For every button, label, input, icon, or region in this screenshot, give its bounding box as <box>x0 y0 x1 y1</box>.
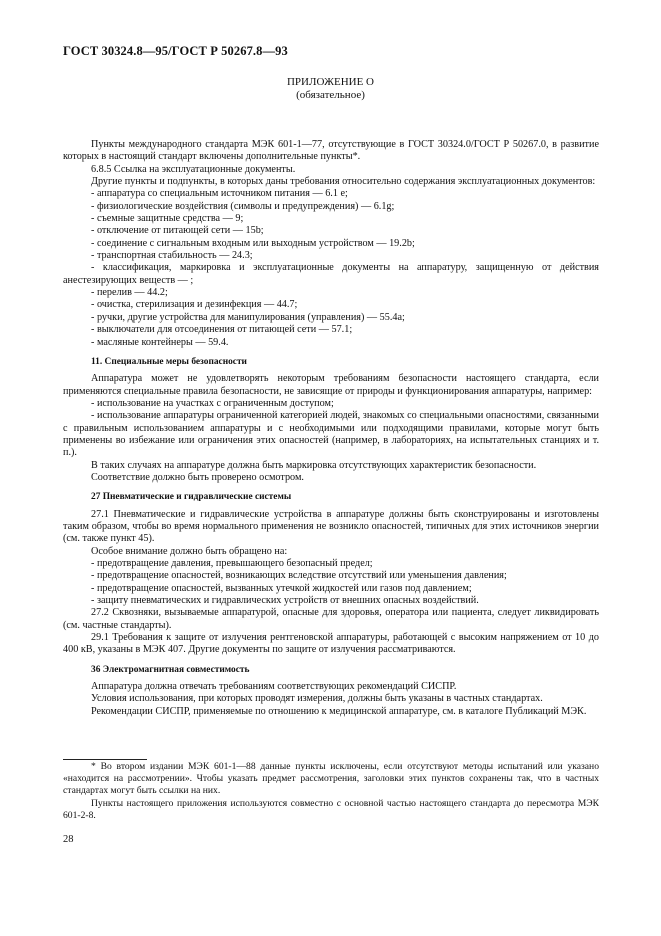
page-number: 28 <box>63 834 74 845</box>
list-item: - выключатели для отсоединения от питающей сети — 57.1; <box>91 324 353 336</box>
list-item: - предотвращение опасностей, вызванных утечкой жидкостей или газов под давлением; <box>91 582 472 594</box>
appendix-heading <box>0 76 661 102</box>
list-item: - ручки, другие устройства для манипулирования (управления) — 55.4а; <box>91 311 405 323</box>
list-item: - транспортная стабильность — 24.3; <box>91 250 253 262</box>
list-item: - очистка, стерилизация и дезинфекция — 44.7; <box>91 299 298 311</box>
list-item: - масляные контейнеры — 59.4. <box>91 336 229 348</box>
section-paragraph: 27.1 Пневматические и гидравлические устройства в аппаратуре должны быть сконструированы и изготовлены таким образом, чтобы во время нормального применения не возникло опасностей, типичных для этих источников энергии (см. также пункт 45). <box>63 508 599 545</box>
intro-paragraph: Другие пункты и подпункты, в которых даны требования относительно содержания эксплуатационных документов: <box>91 176 596 188</box>
list-item: - использование аппаратуры ограниченной категорией людей, знакомых со специальными опасностями, связанными с правильным использованием аппаратуры и с необходимыми или подходящими правилами, которые могут быть применены во избежание или ограничения этих опасностей (например, в лабораториях, на испытательных станциях и т. п.). <box>63 410 599 459</box>
section-paragraph: Соответствие должно быть проверено осмотром. <box>91 471 304 483</box>
page-header: ГОСТ 30324.8—95/ГОСТ Р 50267.8—93 <box>63 44 288 58</box>
list-item: - физиологические воздействия (символы и предупреждения) — 6.1g; <box>91 200 395 212</box>
intro-paragraph: 6.8.5 Ссылка на эксплуатационные документы. <box>91 163 296 175</box>
section-paragraph: Условия использования, при которых проводят измерения, должны быть указаны в частных стандартах. <box>91 693 543 705</box>
section-paragraph: Аппаратура должна отвечать требованиям соответствующих рекомендаций СИСПР. <box>91 681 457 693</box>
list-item: - классификация, маркировка и эксплуатационные документы на аппаратуру, защищенную от действия анестезирующих веществ — ; <box>63 262 599 286</box>
section-paragraph: Особое внимание должно быть обращено на: <box>91 545 288 557</box>
section-heading: 27 Пневматические и гидравлические системы <box>91 492 292 503</box>
list-item: - аппаратура со специальным источником питания — 6.1 е; <box>91 188 348 200</box>
footnote-divider <box>63 759 147 760</box>
section-heading: 11. Специальные меры безопасности <box>91 356 247 367</box>
list-item: - использование на участках с ограниченным доступом; <box>91 397 334 409</box>
footnote <box>63 761 599 832</box>
list-item: - отключение от питающей сети — 15b; <box>91 225 264 237</box>
section-paragraph: Рекомендации СИСПР, применяемые по отношению к медицинской аппаратуре, см. в каталоге Публикаций МЭК. <box>91 705 587 717</box>
doc-items-list <box>63 188 599 348</box>
list-item: - съемные защитные средства — 9; <box>91 213 244 225</box>
appendix-title: ПРИЛОЖЕНИЕ О <box>286 76 374 88</box>
document-body <box>63 139 599 718</box>
list-item: - перелив — 44.2; <box>91 287 168 299</box>
section-paragraph: 27.2 Сквозняки, вызываемые аппаратурой, опасные для здоровья, оператора или пациента, следует ликвидировать (см. частные стандарты). <box>63 607 599 631</box>
section-heading: 36 Электромагнитная совместимость <box>91 664 250 675</box>
list-item: - предотвращение давления, превышающего безопасный предел; <box>91 558 373 569</box>
list-item: - защиту пневматических и гидравлических устройств от внешних опасных воздействий. <box>91 595 479 607</box>
list-item: - соединение с сигнальным входным или выходным устройством — 19.2b; <box>91 237 415 249</box>
footnote-text: Пункты настоящего приложения используются совместно с основной частью настоящего стандарта до пересмотра МЭК 601-2-8. <box>63 798 599 822</box>
section-paragraph: 29.1 Требования к защите от излучения рентгеновской аппаратуры, работающей с высоким напряжением от 10 до 400 кВ, указаны в МЭК 407. Другие документы по защите от излучения рассматриваются. <box>63 632 599 656</box>
footnote-text: * Во втором издании МЭК 601-1—88 данные пункты исключены, если отсутствуют методы испытаний или указано «находится на рассмотрении». Чтобы указать предмет рассмотрения, заголовки этих пунктов сохранены так, что в частных стандартах могут быть ссылки на них. <box>63 761 599 796</box>
list-item: - предотвращение опасностей, возникающих вследствие отсутствий или уменьшения давления; <box>91 570 507 582</box>
intro-paragraph: Пункты международного стандарта МЭК 601-1—77, отсутствующие в ГОСТ 30324.0/ГОСТ Р 50267.0, в развитие которых в настоящий стандарт включены дополнительные пункты*. <box>63 139 599 163</box>
section-paragraph: Аппаратура может не удовлетворять некоторым требованиям безопасности настоящего стандарта, если применяются специальные правила безопасности, не зависящие от природы и функционирования аппаратуры, например: <box>63 373 599 397</box>
section-paragraph: В таких случаях на аппаратуре должна быть маркировка отсутствующих характеристик безопасности. <box>91 459 537 471</box>
appendix-subtitle: (обязательное) <box>296 89 365 101</box>
